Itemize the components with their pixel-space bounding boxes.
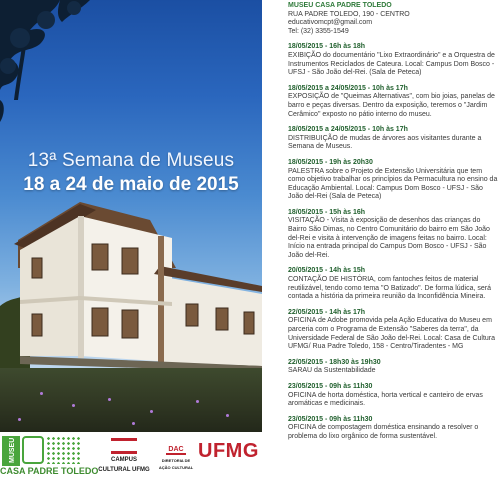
dac-logo	[158, 438, 194, 482]
event-date: 18/05/2015 a 24/05/2015 - 10h às 17h	[288, 126, 408, 134]
flower-dot	[108, 398, 111, 401]
museum-building	[0, 196, 262, 396]
event-date: 22/05/2015 - 14h às 17h	[288, 308, 366, 316]
event-description: SARAU da Sustentabilidade	[288, 367, 376, 375]
lawn	[0, 368, 262, 432]
dac-line2: AÇÃO CULTURAL	[158, 465, 194, 470]
event-description: EXPOSIÇÃO de "Queimas Alternativas", com bio joias, panelas de barro e peças diversas. Dentro da exposição, teremos o "Jardim Cerâmico" exposto no pátio interno do museu.	[288, 93, 495, 118]
tree-silhouette	[0, 0, 120, 150]
campus-cultural-logo	[94, 438, 154, 482]
event-description: OFICINA de Adobe promovida pela Ação Educativa do Museu em parceria com o Programa de Extensão "Saberes da terra", da Universidade Federal de São João del-Rei. Local: Casa de Cultura UFMG/ Rua Padre Toledo, 158 - Centro/Tiradentes - MG	[288, 317, 496, 351]
campus-cultural-line1: CAMPUS	[110, 457, 137, 463]
event-item	[288, 43, 500, 77]
event-date: 18/05/2015 - 16h às 18h	[288, 43, 366, 51]
event-item	[288, 85, 500, 119]
museum-address: RUA PADRE TOLEDO, 190 - CENTRO	[288, 10, 410, 18]
svg-text:MUSEU: MUSEU	[9, 437, 16, 463]
flower-dot	[226, 414, 229, 417]
event-item	[288, 359, 500, 376]
event-item	[288, 416, 500, 442]
event-item	[288, 159, 500, 202]
museum-logo-name: CASA PADRE TOLEDO	[0, 466, 99, 476]
event-description: EXIBIÇÃO do documentário "Lixo Extraordinário" e a Orquestra de Instrumentos Reciclados de Cateura. Local: Campus Dom Bosco - UFSJ - São João del-Rei. (Sala de Peteca)	[288, 51, 495, 77]
event-description: VISITAÇÃO - Visita à exposição de desenhos das crianças do Bairro São Dimas, no Centro Comunitário do bairro em São João del-Rei e visita à intervenção de imagens feitas no bairro. Local: Início na entrada principal do Campus Dom Bosco - UFSJ - São João del-Rei.	[288, 217, 490, 259]
event-item	[288, 383, 500, 409]
event-item	[288, 209, 500, 261]
poster-title: 13ª Semana de Museus	[27, 150, 235, 171]
event-item	[288, 126, 500, 152]
event-date: 18/05/2015 - 15h às 16h	[288, 208, 366, 216]
event-description: OFICINA de compostagem doméstica ensinando a resolver o problema do lixo orgânico de forma sustentável.	[288, 424, 479, 440]
flower-dot	[18, 418, 21, 421]
event-date: 22/05/2015 - 18h30 às 19h30	[288, 358, 381, 366]
schedule-column	[288, 2, 500, 442]
event-date: 18/05/2015 - 19h às 20h30	[288, 158, 373, 166]
museu-vertical-text	[2, 436, 20, 466]
event-date: 20/05/2015 - 14h às 15h	[288, 267, 366, 275]
event-description: CONTAÇÃO DE HISTÓRIA, com fantoches feitos de material reutilizável, tendo como tema "O Batizado". De forma lúdica, será contada a história da primeira reunião da Inconfidência Mineira.	[288, 276, 492, 301]
event-description: DISTRIBUIÇÃO de mudas de árvores aos visitantes durante a Semana de Museus.	[288, 134, 482, 151]
campus-cultural-mark-icon	[111, 438, 137, 454]
event-date: 23/05/2015 - 09h às 11h30	[288, 415, 373, 423]
event-description: OFICINA de horta doméstica, horta vertical e canteiro de ervas aromáticas e medicinais.	[288, 391, 483, 408]
museum-email[interactable]: educativomcpt@gmail.com	[288, 19, 373, 27]
campus-cultural-line2: CULTURAL UFMG	[98, 467, 150, 473]
dac-label: DAC	[168, 446, 184, 453]
flower-dot	[132, 422, 135, 425]
event-item	[288, 309, 500, 352]
sponsor-logos	[0, 432, 262, 504]
poster-dates: 18 a 24 de maio de 2015	[23, 174, 239, 195]
leaf-icon	[22, 436, 44, 464]
ufmg-logo: UFMG	[198, 440, 259, 462]
event-description: PALESTRA sobre o Projeto de Extensão Universitária que tem como objetivo trabalhar os princípios da Permacultura no ensino da Educação Ambiental. Local: Campus Dom Bosco - UFSJ - São João del-Rei (Sala de Peteca)	[288, 167, 498, 201]
museum-name: MUSEU CASA PADRE TOLEDO	[288, 2, 392, 9]
flower-dot	[72, 404, 75, 407]
flower-dot	[150, 410, 153, 413]
dac-line1: DIRETORIA DE	[161, 458, 191, 463]
event-item	[288, 267, 500, 301]
museum-phone: Tel: (32) 3355-1549	[288, 27, 349, 35]
pattern-icon	[46, 436, 82, 464]
event-date: 18/05/2015 a 24/05/2015 - 10h às 17h	[288, 84, 408, 92]
casa-padre-toledo-logo	[0, 434, 99, 504]
flower-dot	[40, 392, 43, 395]
event-date: 23/05/2015 - 09h às 11h30	[288, 382, 373, 390]
flower-dot	[196, 400, 199, 403]
